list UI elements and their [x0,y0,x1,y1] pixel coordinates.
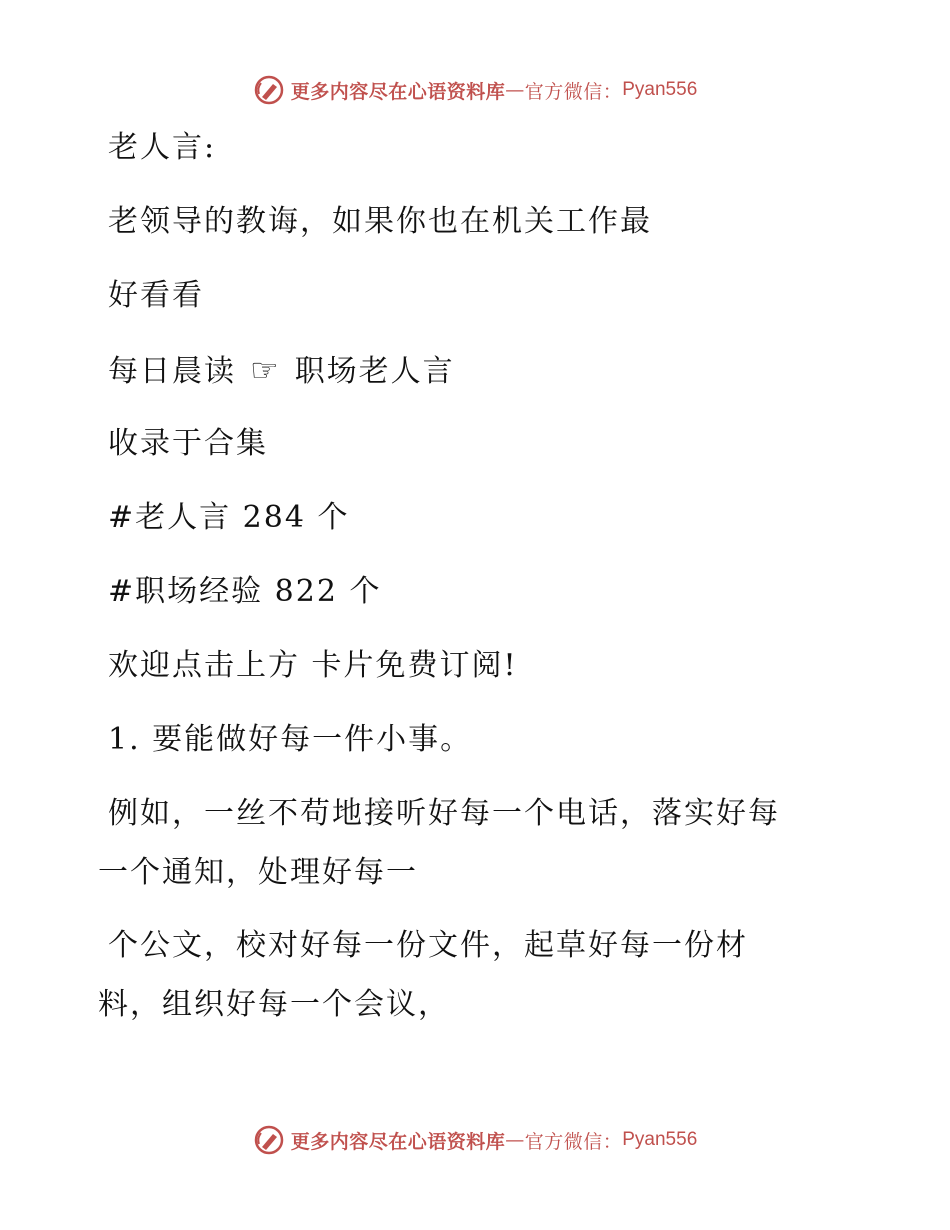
collection-tag-laorenyan: #老人言 284 个 [108,500,350,535]
paragraph-line: 一个通知，处理好每一 [98,855,418,890]
point-1-heading: 1. 要能做好每一件小事。 [108,722,473,757]
pointing-hand-icon: ☞ [250,351,281,389]
doc-subtitle-line-2: 好看看 [108,278,204,313]
footer-watermark [0,1120,950,1160]
header-watermark [0,70,950,110]
daily-reading-label: 每日晨读 [108,354,236,389]
daily-reading-line [108,352,455,390]
doc-subtitle-line-1: 老领导的教诲，如果你也在机关工作最 [108,204,652,239]
watermark-dash: — [505,79,525,101]
watermark-main-text: 更多内容尽在心语资料库 [290,80,506,103]
watermark-wechat-id: Pyan556 [622,79,698,100]
paragraph-line: 例如，一丝不苟地接听好每一个电话，落实好每 [108,796,780,831]
pen-nib-logo-icon [253,74,285,106]
collection-label: 收录于合集 [108,426,268,461]
doc-title: 老人言: [108,130,217,165]
watermark-main-text: 更多内容尽在心语资料库 [290,1130,506,1153]
subscribe-prompt: 欢迎点击上方 卡片免费订阅! [108,648,518,683]
paragraph-line: 料，组织好每一个会议， [98,987,450,1022]
watermark-wechat-label: 官方微信： [524,1130,623,1153]
collection-tag-workplace: #职场经验 822 个 [108,574,382,609]
watermark-wechat-id: Pyan556 [622,1129,698,1150]
paragraph-line: 个公文，校对好每一份文件，起草好每一份材 [108,928,748,963]
column-name: 职场老人言 [294,354,455,389]
watermark-dash: — [505,1129,525,1151]
watermark-wechat-label: 官方微信： [524,80,623,103]
pen-nib-logo-icon [253,1124,285,1156]
